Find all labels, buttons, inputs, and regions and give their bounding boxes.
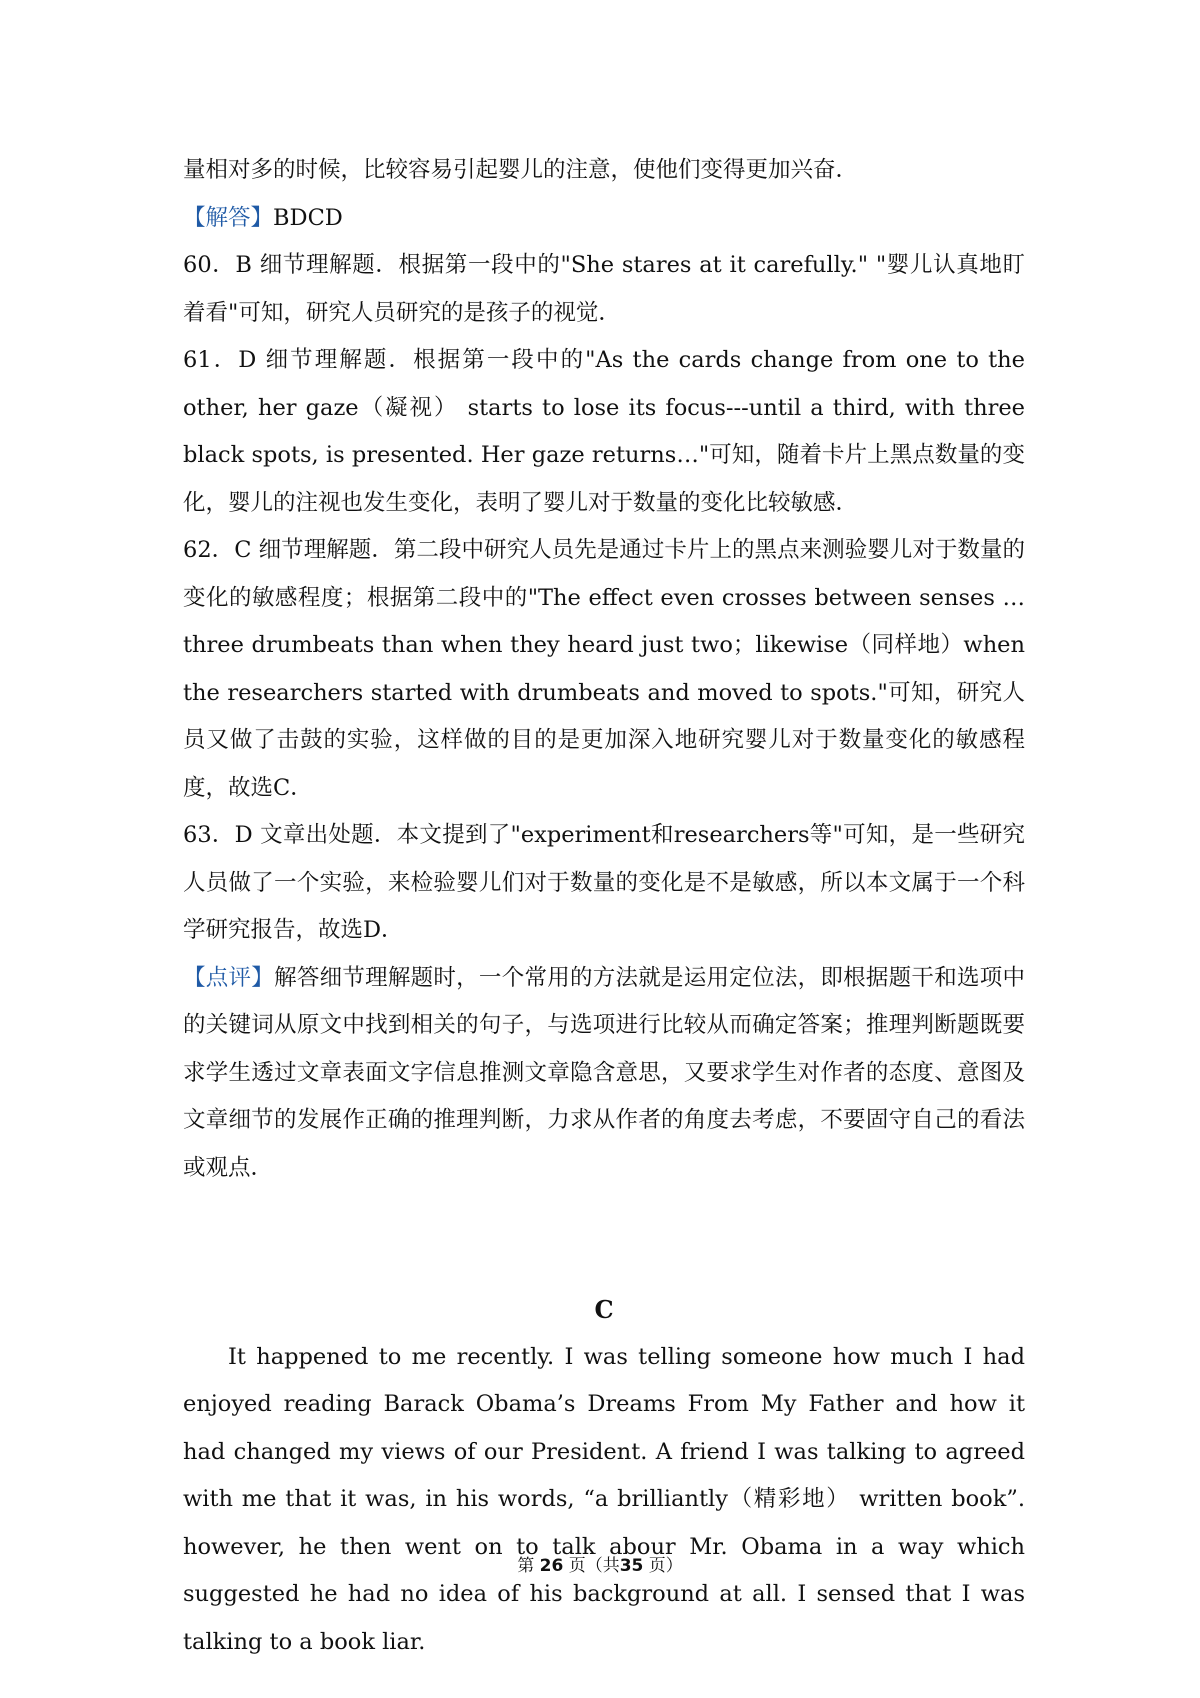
paragraph-continuation: 量相对多的时候，比较容易引起婴儿的注意，使他们变得更加兴奋． [183, 157, 859, 183]
document-body [183, 147, 1025, 1666]
passage-paragraph: It happened to me recently. I was telling someone how much I had enjoyed reading Barack Obama’s Dreams From My Father and how it had changed my views of our President. A friend I was talking to agreed with me that it was, in his words, “a brilliantly（精彩地） written book”. however, he then went on to talk abour Mr. Obama in a way which suggested he had no idea of his background at all. I sensed that I was talking to a book liar. [183, 1343, 1025, 1655]
answer-tag: 【解答】 [183, 204, 274, 231]
footer-middle: 页（共 [568, 1556, 620, 1576]
comment-tag: 【点评】 [183, 964, 275, 991]
footer-prefix: 第 [517, 1556, 535, 1576]
explanation-63: 63．D 文章出处题．本文提到了"experiment和researchers等"可知，是一些研究人员做了一个实验，来检验婴儿们对于数量的变化是不是敏感，所以本文属于一个科学研究报告，故选D． [183, 822, 1025, 943]
explanation-61: 61．D 细节理解题．根据第一段中的"As the cards change from one to the other, her gaze（凝视） starts to lose its focus---until a third, with three black spots, is presented. Her gaze returns…"可知，随着卡片上黑点数量的变化，婴儿的注视也发生变化，表明了婴儿对于数量的变化比较敏感． [183, 347, 1025, 516]
footer-total-pages: 35 [619, 1556, 644, 1576]
comment-paragraph [183, 955, 1025, 1193]
comment-text: 解答细节理解题时，一个常用的方法就是运用定位法，即根据题干和选项中的关键词从原文中找到相关的句子，与选项进行比较从而确定答案；推理判断题既要求学生透过文章表面文字信息推测文章隐含意思，又要求学生对作者的态度、意图及文章细节的发展作正确的推理判断，力求从作者的角度去考虑，不要固守自己的看法或观点． [183, 964, 1025, 1181]
page-footer [0, 1551, 1200, 1576]
answer-line [183, 195, 1025, 243]
footer-suffix: 页） [648, 1556, 683, 1576]
answer-text: BDCD [273, 204, 343, 231]
section-title: C [594, 1295, 614, 1324]
explanation-60: 60．B 细节理解题．根据第一段中的"She stares at it carefully." "婴儿认真地盯着看"可知，研究人员研究的是孩子的视觉． [183, 252, 1025, 326]
explanation-62: 62．C 细节理解题．第二段中研究人员先是通过卡片上的黑点来测验婴儿对于数量的变化的敏感程度；根据第二段中的"The effect even crosses between senses … three drumbeats than when they heard just two；likewise（同样地）when the researchers started with drumbeats and moved to spots."可知，研究人员又做了击鼓的实验，这样做的目的是更加深入地研究婴儿对于数量变化的敏感程度，故选C． [183, 537, 1025, 801]
footer-page-number: 26 [539, 1556, 564, 1576]
